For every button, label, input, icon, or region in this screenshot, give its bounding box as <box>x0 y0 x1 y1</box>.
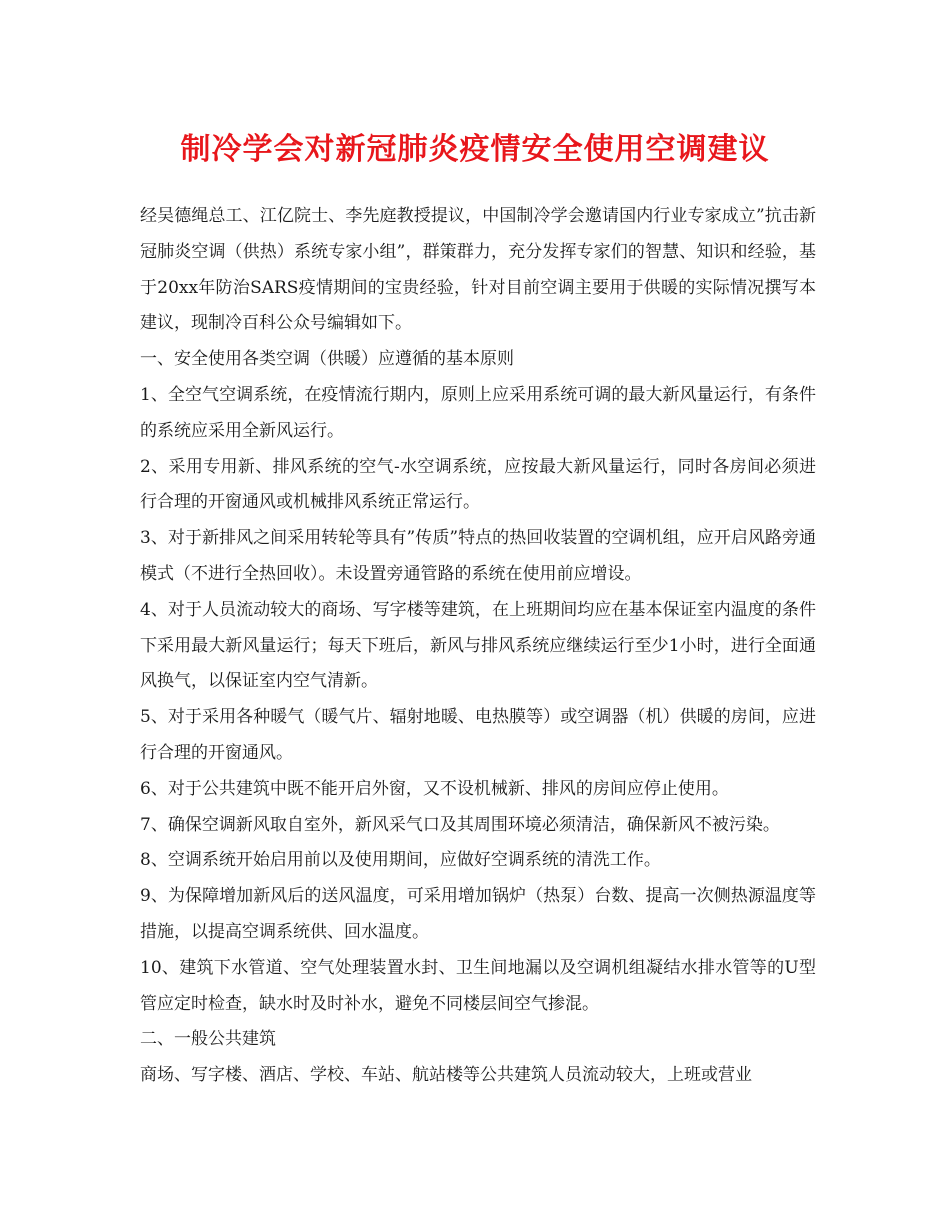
list-item-8: 8、空调系统开始启用前以及使用期间，应做好空调系统的清洗工作。 <box>140 850 661 871</box>
list-item-7: 7、确保空调新风取自室外，新风采气口及其周围环境必须清洁，确保新风不被污染。 <box>140 814 780 835</box>
document-title: 制冷学会对新冠肺炎疫情安全使用空调建议 <box>180 132 770 167</box>
section-heading-1: 一、安全使用各类空调（供暖）应遵循的基本原则 <box>140 349 514 370</box>
paragraph-intro: 经吴德绳总工、江亿院士、李先庭教授提议，中国制冷学会邀请国内行业专家成立”抗击新冠肺炎空调（供热）系统专家小组”，群策群力，充分发挥专家们的智慧、知识和经验，基于20xx年防治SARS疫情期间的宝贵经验，针对目前空调主要用于供暖的实际情况撰写本建议，现制冷百科公众号编辑如下。 <box>140 206 816 334</box>
paragraph-public-buildings: 商场、写字楼、酒店、学校、车站、航站楼等公共建筑人员流动较大，上班或营业 <box>140 1065 752 1086</box>
list-item-2: 2、采用专用新、排风系统的空气-水空调系统，应按最大新风量运行，同时各房间必须进行合理的开窗通风或机械排风系统正常运行。 <box>140 456 816 513</box>
section-heading-2: 二、一般公共建筑 <box>140 1029 276 1050</box>
document-body <box>140 199 816 1094</box>
list-item-6: 6、对于公共建筑中既不能开启外窗，又不设机械新、排风的房间应停止使用。 <box>140 778 729 799</box>
list-item-1: 1、全空气空调系统，在疫情流行期内，原则上应采用系统可调的最大新风量运行，有条件的系统应采用全新风运行。 <box>140 384 816 441</box>
list-item-5: 5、对于采用各种暖气（暖气片、辐射地暖、电热膜等）或空调器（机）供暖的房间，应进行合理的开窗通风。 <box>140 707 816 763</box>
list-item-3: 3、对于新排风之间采用转轮等具有”传质”特点的热回收装置的空调机组，应开启风路旁通模式（不进行全热回收）。未设置旁通管路的系统在使用前应增设。 <box>140 528 816 584</box>
list-item-9: 9、为保障增加新风后的送风温度，可采用增加锅炉（热泵）台数、提高一次侧热源温度等措施，以提高空调系统供、回水温度。 <box>140 886 816 942</box>
list-item-10: 10、建筑下水管道、空气处理装置水封、卫生间地漏以及空调机组凝结水排水管等的U型管应定时检查，缺水时及时补水，避免不同楼层间空气掺混。 <box>140 957 816 1014</box>
list-item-4: 4、对于人员流动较大的商场、写字楼等建筑，在上班期间均应在基本保证室内温度的条件下采用最大新风量运行；每天下班后，新风与排风系统应继续运行至少1小时，进行全面通风换气，以保证室内空气清新。 <box>140 599 816 692</box>
